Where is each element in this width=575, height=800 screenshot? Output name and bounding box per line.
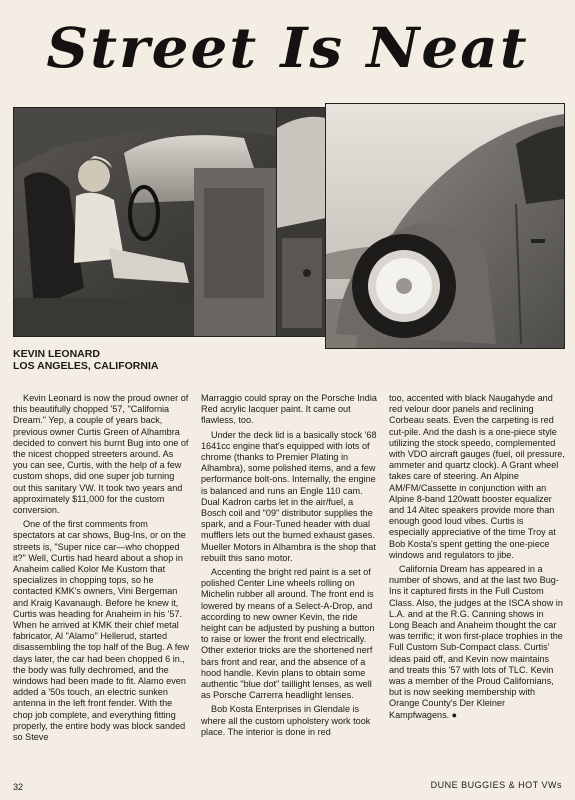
column-3: [389, 393, 565, 775]
publication-name: DUNE BUGGIES & HOT VWs: [430, 780, 562, 790]
owner-name: KEVIN LEONARD: [13, 348, 100, 360]
owner-location: LOS ANGELES, CALIFORNIA: [13, 360, 159, 372]
interior-photo-drawing: [14, 108, 277, 336]
paragraph: One of the first comments from spectators at car shows, Bug-Ins, or on the streets is, "Super nice car—who chopped it?" Well, Curtis had heard about a shop in Anaheim called Kolor Me Kustom that specializes in chopping tops, so he contacted KMK's owners, Vini Bergeman and Kraig Kavanaugh. Before he knew it, Curtis was heading for Anaheim in his '57. When he arrived at KMK their chief metal fabricator, Al "Alamo" Hellerud, started disassembling the top half of the Bug. A few days later, the car had been chopped 6 in., the body was fully dechromed, and the windows had been made to fit. Alamo even added a '50s touch, an electric sunken antenna in the left front fender. With the chop job complete, and everything fitting properly, the entire body was block sanded so Steve: [13, 519, 189, 743]
door-photo: [276, 107, 327, 337]
article-headline: Street Is Neat: [46, 15, 529, 81]
article-body: [13, 393, 565, 775]
paragraph: California Dream has appeared in a number of shows, and at the last two Bug-Ins it captured firsts in the Full Custom Class. Also, the judges at the ISCA show in L.A. and at the R.G. Canning shows in Long Beach and Anaheim thought the car was terrific; it won first-place trophies in the Full Custom Sub-Compact class. Curtis' ideas paid off, and Kevin now maintains and treats this '57 with lots of TLC. Kevin was a member of the Proud Californians, but is now seeking membership with Orange County's Der Kleiner Kampfwagens. ●: [389, 564, 563, 720]
door-photo-drawing: [277, 108, 326, 336]
exterior-photo: [325, 103, 565, 349]
paragraph: Accenting the bright red paint is a set of polished Center Line wheels rolling on Michelin rubber all around. The front end is lowered by means of a Select-A-Drop, and according to new owner Kevin, the ride height can be adjusted by pushing a button to raise or lower the front end electrically. Other exterior tricks are the shortened nerf bars front and rear, and the absence of a hood handle. Kevin plans to obtain some authentic "blue dot" taillight lenses, as well as Porsche Carrerra headlight lenses.: [201, 567, 375, 701]
paragraph: Under the deck lid is a basically stock '68 1641cc engine that's equipped with lots of chrome (thanks to Premier Plating in Alhambra), some polished items, and a few performance bolt-ons. Internally, the engine is balanced and runs an Engle 110 cam. Dual Kadron carbs let in the air/fuel, a Bosch coil and "09" distributor supplies the spark, and a Four-Tuned header with dual mufflers lets out the burned exhaust gases. Mueller Motors in Alhambra is the shop that rebuilt this sano motor.: [201, 429, 377, 563]
exterior-photo-drawing: [326, 104, 564, 348]
paragraph: Marraggio could spray on the Porsche India Red acrylic lacquer paint. It came out flawless, too.: [201, 393, 377, 426]
column-1: [13, 393, 189, 775]
paragraph: Kevin Leonard is now the proud owner of this beautifully chopped '57, "California Dream." Yep, a couple of years back, previous owner Curtis Green of Alhambra decided to convert his burnt Bug into one of the nicest chopped streeters around. As you can see, Curtis, with the help of a few custom shops, did one super job turning out this sanitary VW. It took two years and approximately $11,000 for the custom conversion.: [13, 393, 189, 516]
paragraph: too, accented with black Naugahyde and red velour door panels and reclining Corbeau seats. Even the carpeting is red cut-pile. And the dash is a one-piece style utilizing the stock speedo, complemented with VDO aircraft gauges (fuel, oil pressure, ammeter and quartz clock). A Grant wheel takes care of steering. An Alpine AM/FM/Cassette in conjunction with an Alpine 8-band 120watt booster equalizer and 14 Altec speakers provide more than enough good loud vibes. Curtis is especially appreciative of the time Troy at Bob Kosta's spent getting the one-piece windows and regulators to jibe.: [389, 393, 565, 560]
page-number: 32: [13, 782, 24, 792]
owner-credit: [13, 348, 158, 372]
paragraph: Bob Kosta Enterprises in Glendale is where all the custom upholstery work took place. The interior is done in red: [201, 704, 371, 737]
column-2: [201, 393, 377, 775]
interior-photo: [13, 107, 278, 337]
